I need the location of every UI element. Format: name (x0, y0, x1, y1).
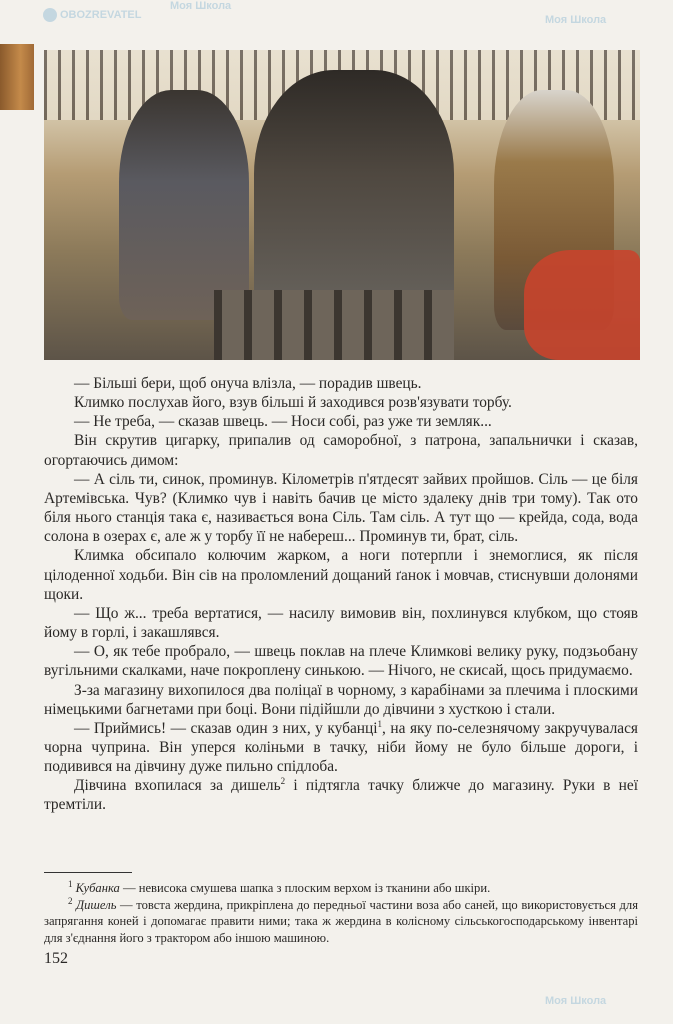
footnote-ref: 2 (280, 776, 286, 787)
footnote-number: 1 (68, 878, 73, 889)
adjacent-page-edge (0, 44, 34, 110)
boy-figure (119, 90, 249, 320)
text: Дівчина вхопилася за дишель (74, 777, 281, 795)
watermark (170, 0, 231, 12)
footnote-divider (44, 872, 132, 873)
footnote-term: Дишель (76, 897, 117, 912)
paragraph: Він скрутив цигарку, припалив од саморобної, з патрона, запальнички і сказав, огортаючись димом: (44, 432, 638, 469)
body-text (44, 374, 638, 815)
paragraph: З-за магазину вихопилося два поліцаї в чорному, з карабінами за плечима і плоскими німецькими багнетами при боці. Вони підійшли до дівчини з хусткою і стали. (44, 681, 638, 718)
text: , на яку по-селезнячому закручувалася чорна чуприна. Він уперся коліньми в тачку, ніби йому не було більше дороги, і подивився на дівчину дуже пильно спідлоба. (44, 719, 639, 776)
paragraph: — Більші бери, щоб онуча влізла, — порадив швець. (74, 375, 422, 392)
footnote (44, 897, 638, 947)
paragraph: — А сіль ти, синок, проминув. Кілометрів п'ятдесят зайвих пройшов. Сіль — це біля Артемівська. Чув? (Климко чув і навіть бачив це місто здалеку днів три тому). Так ото біля нього станція така є, називається вона Сіль. Там сіль. А тут що — крейда, сода, вода солона в озерах є, але ж у торбу її не набереш... Проминув ти, брат, сіль. (44, 470, 638, 546)
paragraph: Климко послухав його, взув більші й заходився розв'язувати торбу. (74, 394, 512, 412)
footnote-number: 2 (68, 895, 73, 906)
watermark-text: OBOZREVATEL (60, 8, 142, 21)
page-number: 152 (44, 950, 68, 967)
paragraph (44, 776, 638, 814)
watermark (545, 14, 606, 26)
paragraph: — Не треба, — сказав швець. — Носи собі, раз уже ти земляк... (74, 413, 492, 431)
watermark-text: Моя Школа (545, 14, 607, 26)
paragraph (44, 719, 638, 776)
paragraph: — Що ж... треба вертатися, — насилу вимовив він, похлинувся клубком, що стояв йому в горлі, і закашлявся. (44, 604, 638, 642)
text: і підтягла тачку ближче до магазину. Руки в неї тремтіли. (44, 777, 638, 814)
paragraph: — О, як тебе пробрало, — швець поклав на плече Климкові велику руку, подзьобану вугільними скалками, наче покроплену синькою. — Нічого, не скисай, щось придумаємо. (44, 643, 638, 680)
footnote-ref: 1 (377, 718, 383, 729)
watermark-text: Моя Школа (170, 0, 232, 12)
watermark-logo-icon (43, 8, 57, 22)
footnotes (44, 880, 638, 946)
footnote-text: — невисока смушева шапка з плоским верхом із тканини або шкіри. (119, 881, 491, 895)
footnote-text: — товста жердина, прикріплена до передньої частини воза або саней, що використовується для запрягання коней і допомагає правити ними; така ж жердина в колісному сільськогосподарському інвентарі для з'єднання його з трактором або іншою машиною. (44, 897, 638, 945)
shoe-crate (214, 290, 454, 360)
illustration (44, 50, 640, 360)
footnote-term: Кубанка (75, 881, 120, 895)
watermark (40, 8, 141, 22)
red-cloth (524, 250, 640, 360)
text: — Приймись! — сказав один з них, у кубанці (74, 719, 378, 737)
footnote (44, 880, 638, 897)
watermark (545, 995, 606, 1007)
watermark-text: Моя Школа (545, 995, 607, 1007)
paragraph: Климка обсипало колючим жарком, а ноги потерпли і знемоглися, як після цілоденної ходьби. Він сів на проломлений дощаний ґанок і мовчав, стиснувши долонями щоки. (44, 547, 638, 603)
